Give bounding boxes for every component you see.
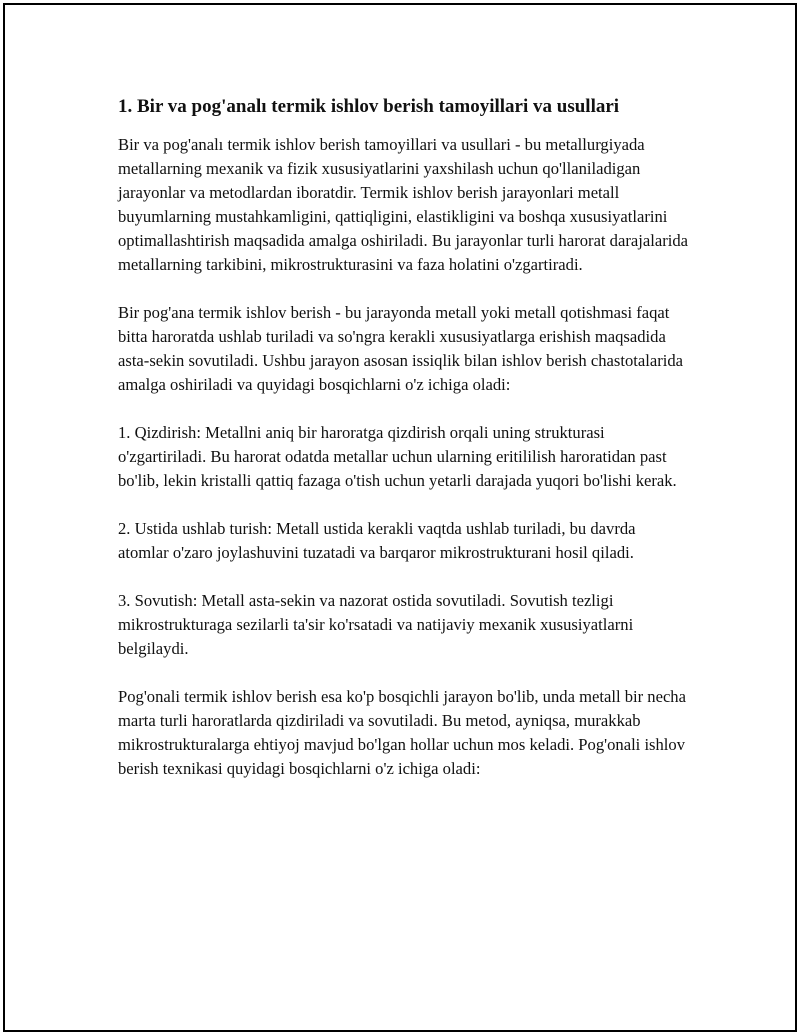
step-heating-paragraph: 1. Qizdirish: Metallni aniq bir haroratga qizdirish orqali uning strukturasi o'zgartiriladi. Bu harorat odatda metallar uchun ularning eritililish haroratidan past bo'lib, lekin kristalli qattiq fazaga o'tish uchun yetarli darajada yuqori bo'lishi kerak. bbox=[118, 423, 677, 490]
document-title: 1. Bir va pog'analı termik ishlov berish tamoyillari va usullari bbox=[118, 96, 620, 117]
step-cooling-paragraph: 3. Sovutish: Metall asta-sekin va nazorat ostida sovutiladi. Sovutish tezligi mikrostrukturaga sezilarli ta'sir ko'rsatadi va natijaviy mexanik xususiyatlarni belgilaydi. bbox=[118, 591, 634, 658]
step-holding-paragraph: 2. Ustida ushlab turish: Metall ustida kerakli vaqtda ushlab turiladi, bu davrda atomlar o'zaro joylashuvini tuzatadi va barqaror mikrostrukturani hosil qiladi. bbox=[118, 519, 636, 562]
single-stage-paragraph: Bir pog'ana termik ishlov berish - bu jarayonda metall yoki metall qotishmasi faqat bitta haroratda ushlab turiladi va so'ngra kerakli xususiyatlarga erishish maqsadida asta-sekin sovutiladi. Ushbu jarayon asosan issiqlik bilan ishlov berish chastotalarida amalga oshiriladi va quyidagi bosqichlarni o'z ichiga oladi: bbox=[118, 303, 684, 394]
intro-paragraph: Bir va pog'analı termik ishlov berish tamoyillari va usullari - bu metallurgiyada metallarning mexanik va fizik xususiyatlarini yaxshilash uchun qo'llaniladigan jarayonlar va metodlardan iboratdir. Termik ishlov berish jarayonlari metall buyumlarning mustahkamligini, qattiqligini, elastikligini va boshqa xususiyatlarini optimallashtirish maqsadida amalga oshiriladi. Bu jarayonlar turli harorat darajalarida metallarning tarkibini, mikrostrukturasini va faza holatini o'zgartiradi. bbox=[118, 135, 688, 274]
document-body bbox=[118, 93, 688, 805]
multi-stage-paragraph: Pog'onali termik ishlov berish esa ko'p bosqichli jarayon bo'lib, unda metall bir necha marta turli haroratlarda qizdiriladi va sovutiladi. Bu metod, ayniqsa, murakkab mikrostrukturalarga ehtiyoj mavjud bo'lgan hollar uchun mos keladi. Pog'onali ishlov berish texnikasi quyidagi bosqichlarni o'z ichiga oladi: bbox=[118, 687, 686, 778]
